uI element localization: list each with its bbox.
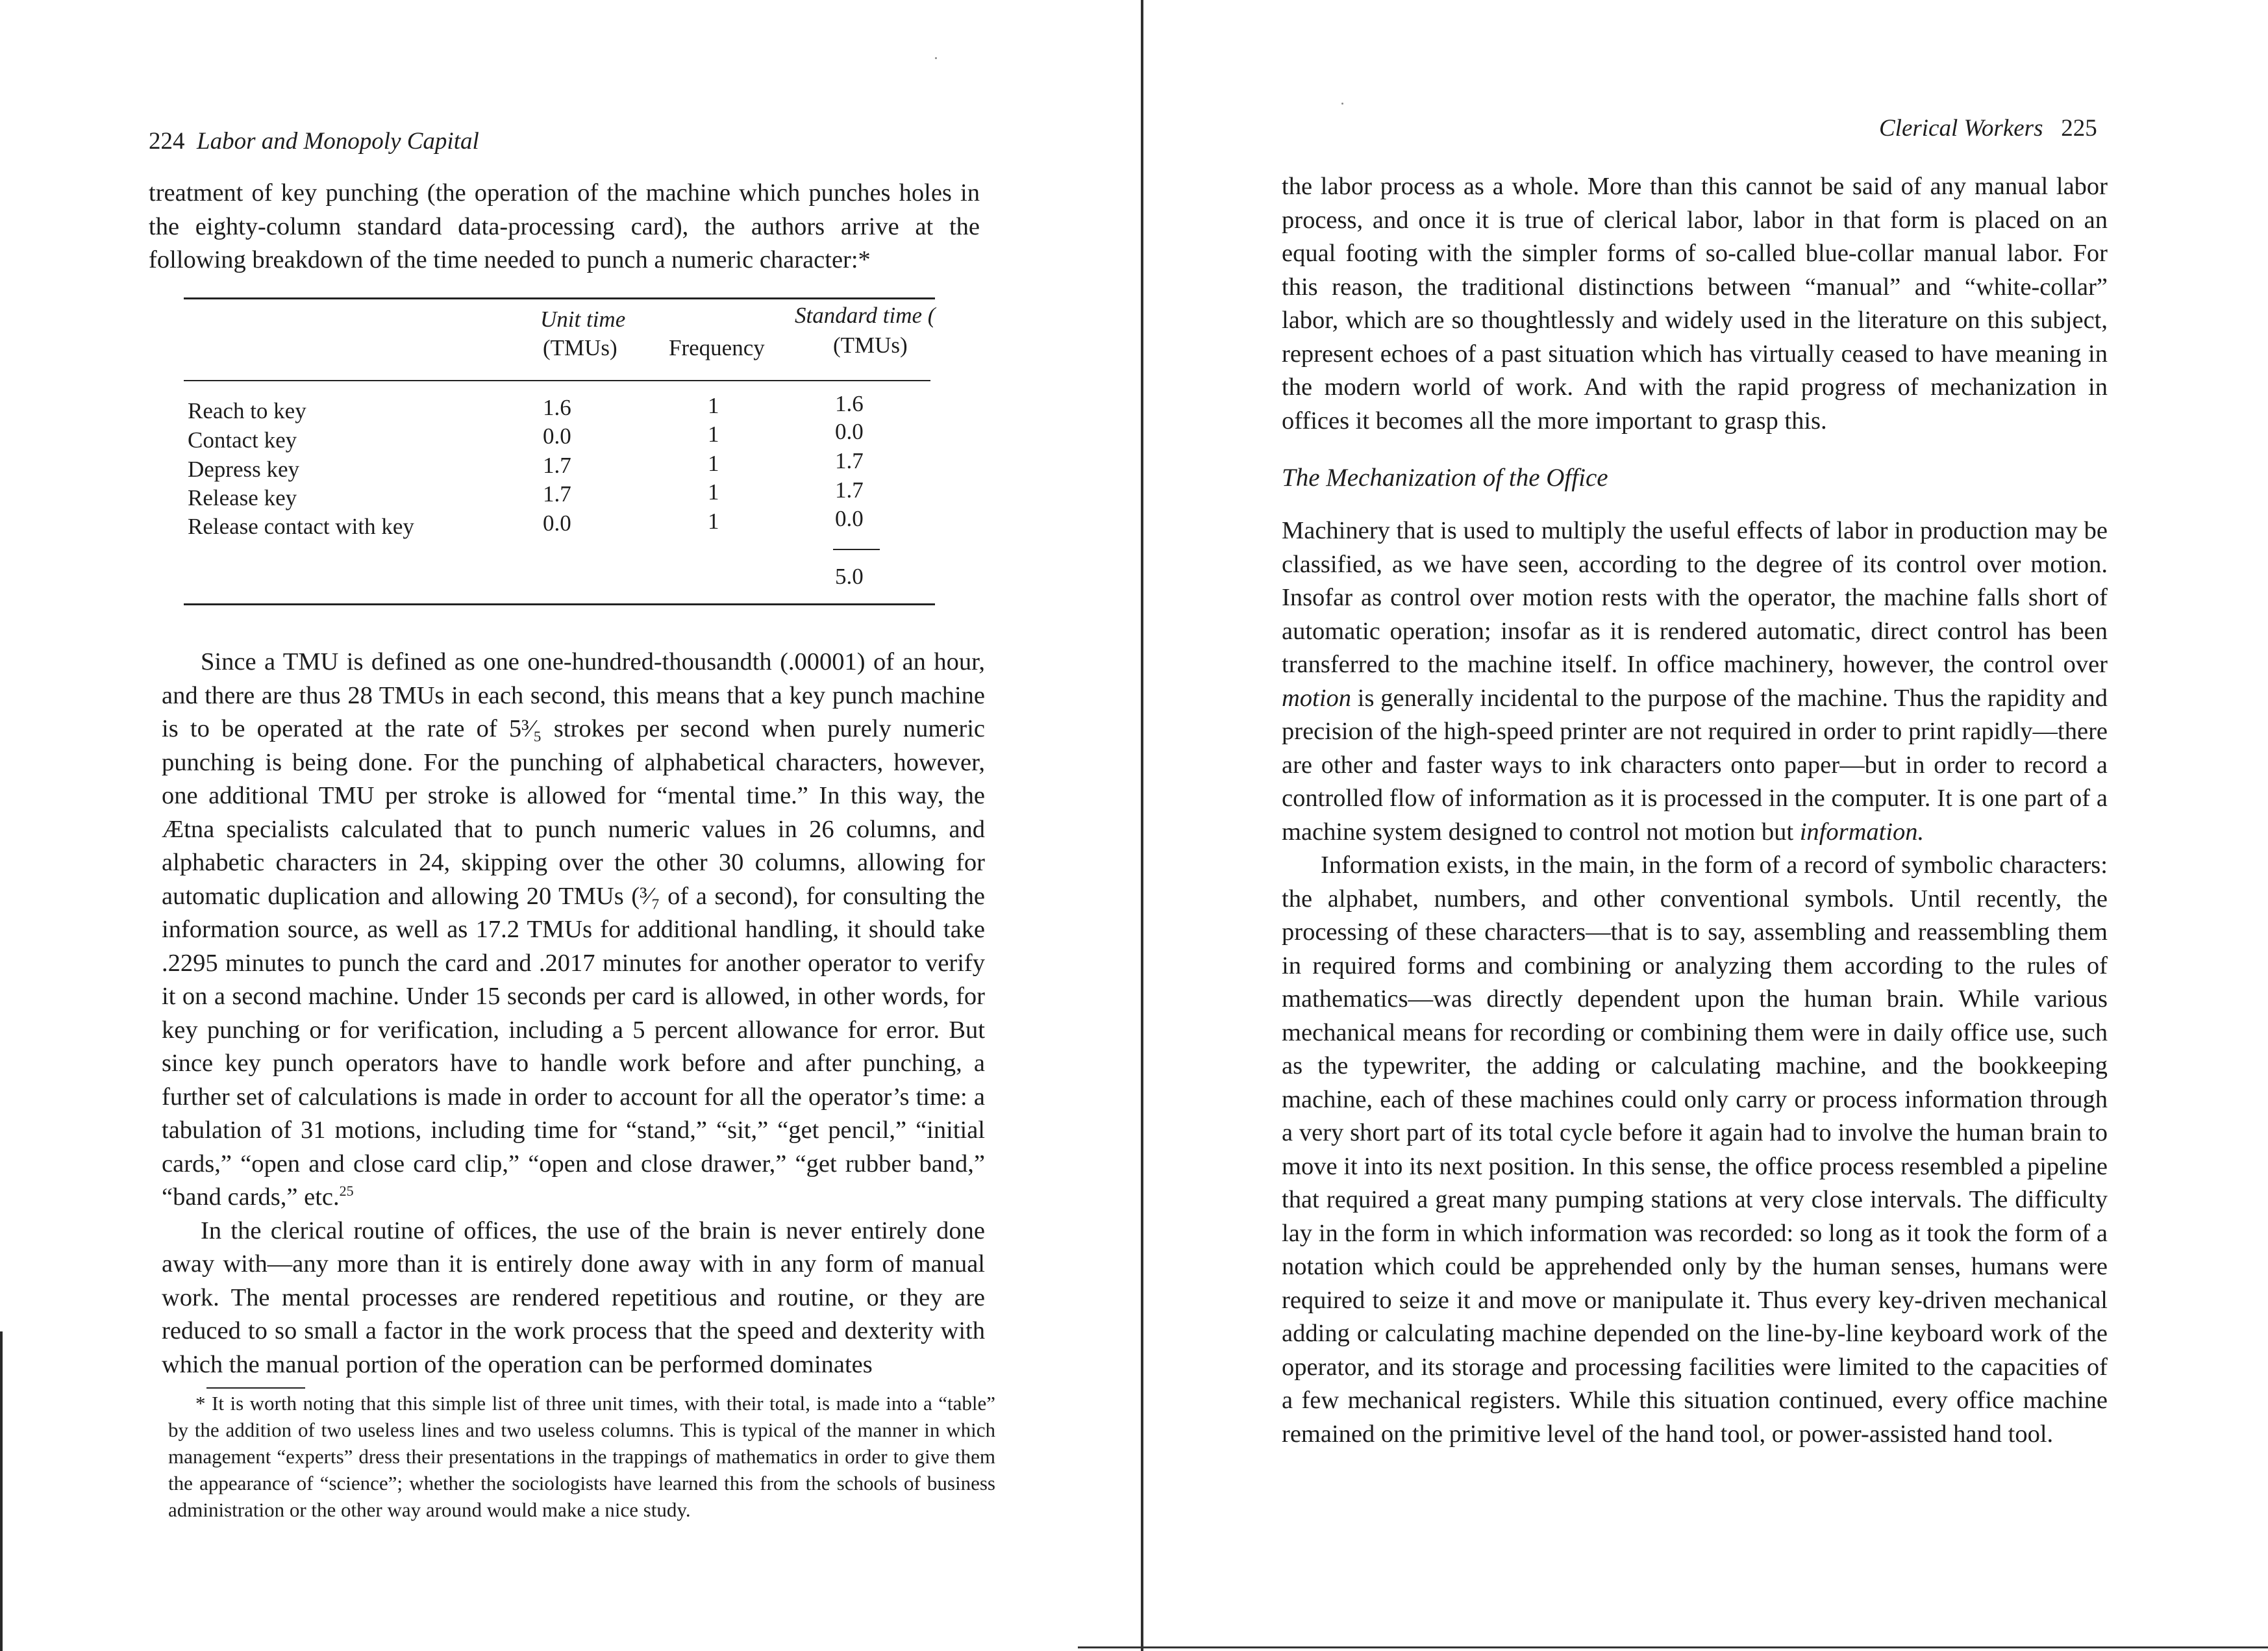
row-freq: 1 <box>708 422 719 447</box>
running-title: Labor and Monopoly Capital <box>197 128 479 155</box>
row-label: Depress key <box>188 457 300 482</box>
header-unit-time-units: (TMUs) <box>543 335 617 360</box>
footnote: * It is worth noting that this simple list of three unit times, with their total, is made into a “table” by the addition of two useless lines and two useless columns. This is typical of the manner in which management “experts” dress their presentations in the trappings of mathematics in order to give them the appearance of “science”; whether the sociologists have learned this from the schools of business administration or the other way around would make a nice study. <box>168 1392 995 1521</box>
row-label: Release key <box>188 485 297 510</box>
body-text-left <box>162 646 985 1381</box>
footnote-reference: 25 <box>339 1183 354 1200</box>
right-page <box>1143 0 2268 1651</box>
paragraph: In the clerical routine of offices, the use of the brain is never entirely done away with—any more than it is entirely done away with in any form of manual work. The mental processes are rendered repetitious and routine, or they are reduced to so small a factor in the work process that the speed and dexterity with which the manual portion of the operation can be performed dominates <box>162 1216 985 1378</box>
row-std: 0.0 <box>835 506 864 531</box>
row-std: 1.7 <box>835 448 864 473</box>
row-unit: 1.7 <box>543 453 571 478</box>
body-text-right <box>1282 514 2108 1451</box>
paragraph: Machinery that is used to multiply the useful effects of labor in production may be classified, as we have seen, according to the degree of its control over motion. Insofar as control over motion rests with the operator, the machine falls short of automatic operation; insofar as it is rendered automatic, direct control has been transferred to the machine itself. In office machinery, however, the control over motion is generally incidental to the purpose of the machine. Thus the rapidity and precision of the high-speed printer are not required in order to print rapidly—there are other and faster ways to ink characters onto paper—but in order to record a controlled flow of information as it is processed in the computer. It is one part of a machine system designed to control not motion but information. <box>1282 517 2108 846</box>
row-std: 1.7 <box>835 477 864 503</box>
row-unit: 0.0 <box>543 423 571 449</box>
footnote-rule <box>206 1387 305 1389</box>
running-head-right <box>1879 114 2097 142</box>
section-heading: The Mechanization of the Office <box>1282 464 1608 492</box>
table-total: 5.0 <box>835 564 864 589</box>
table-header-rule <box>184 380 930 381</box>
table-bottom-rule <box>184 603 935 605</box>
row-freq: 1 <box>708 393 719 418</box>
row-label: Release contact with key <box>188 514 414 539</box>
running-head-left <box>149 127 479 155</box>
row-label: Reach to key <box>188 398 306 423</box>
header-standard-time: Standard time ( <box>795 303 936 328</box>
intro-paragraph: treatment of key punching (the operation of the machine which punches holes in the eighty-column standard data-processing card), the authors arrive at the following breakdown of the time needed to punch a numeric character:* <box>149 179 980 273</box>
table-top-rule <box>184 297 935 299</box>
row-freq: 1 <box>708 479 719 505</box>
page-number: 224 <box>149 128 185 155</box>
header-standard-time-units: (TMUs) <box>833 333 908 358</box>
row-std: 0.0 <box>835 419 864 444</box>
row-freq: 1 <box>708 451 719 476</box>
row-freq: 1 <box>708 509 719 534</box>
row-label: Contact key <box>188 427 297 453</box>
paragraph: Since a TMU is defined as one one-hundred-thousandth (.00001) of an hour, and there are thus 28 TMUs in each second, this means that a key punch machine is to be operated at the rate of 5³⁄₅ strokes per second when purely numeric punching is being done. For the punching of alphabetical characters, however, one additional TMU per stroke is allowed for “mental time.” In this way, the Ætna specialists calculated that to punch numeric values in 26 columns, and alphabetic characters in 24, skipping over the other 30 columns, allowing for automatic duplication and allowing 20 TMUs (³⁄₇ of a second), for consulting the information source, as well as 17.2 TMUs for additional handling, it should take .2295 minutes to punch the card and .2017 minutes for another operator to verify it on a second machine. Under 15 seconds per card is allowed, in other words, for key punching or for verification, including a 5 percent allowance for error. But since key punch operators have to handle work before and after punching, a further set of calculations is made in order to account for all the operator’s time: a tabulation of 31 motions, including time for “stand,” “sit,” “get pencil,” “initial cards,” “open and close card clip,” “open and close drawer,” “get rubber band,” “band cards,” etc.$^{25}$ <box>162 648 985 1211</box>
page-number: 225 <box>2061 115 2097 142</box>
paragraph: the labor process as a whole. More than this cannot be said of any manual labor process, and once it is true of clerical labor, labor in that form is placed on an equal footing with the simpler forms of so-called blue-collar manual labor. For this reason, the traditional distinctions between “manual” and “white-collar” labor, which are so thoughtlessly and widely used in the literature on this subject, represent echoes of a past situation which has virtually ceased to have meaning in the modern world of work. And with the rapid progress of mechanization in offices it becomes all the more important to grasp this. <box>1282 173 2108 435</box>
header-frequency: Frequency <box>669 335 765 360</box>
row-unit: 0.0 <box>543 510 571 536</box>
row-std: 1.6 <box>835 391 864 416</box>
paragraph: Information exists, in the main, in the form of a record of symbolic characters: the alphabet, numbers, and other conventional symbols. Until recently, the processing of these characters—that is to say, assembling and reassembling them in required forms and combining or analyzing them according to the rules of mathematics—was directly dependent upon the human brain. While various mechanical means for recording or combining them were in daily office use, such as the typewriter, the adding or calculating machine, and the bookkeeping machine, each of these machines could only carry or process information through a very short part of its total cycle before it again had to involve the human brain to move it into its next position. In this sense, the office process resembled a pipeline that required a great many pumping stations at very close intervals. The difficulty lay in the form in which information was recorded: so long as it took the form of a notation which could be apprehended only by the human senses, humans were required to seize it and move or manipulate it. Thus every key-driven mechanical adding or calculating machine depended on the line-by-line keyboard work of the operator, and its storage and processing facilities were limited to the capacities of a few mechanical registers. While this situation continued, every office machine remained on the primitive level of the hand tool, or power-assisted hand tool. <box>1282 851 2108 1448</box>
row-unit: 1.7 <box>543 481 571 507</box>
total-rule <box>833 549 880 550</box>
body-text-right-top <box>1282 170 2108 438</box>
header-unit-time: Unit time <box>540 307 626 332</box>
running-title: Clerical Workers <box>1879 115 2043 142</box>
row-unit: 1.6 <box>543 395 571 420</box>
left-page <box>0 0 1117 1651</box>
